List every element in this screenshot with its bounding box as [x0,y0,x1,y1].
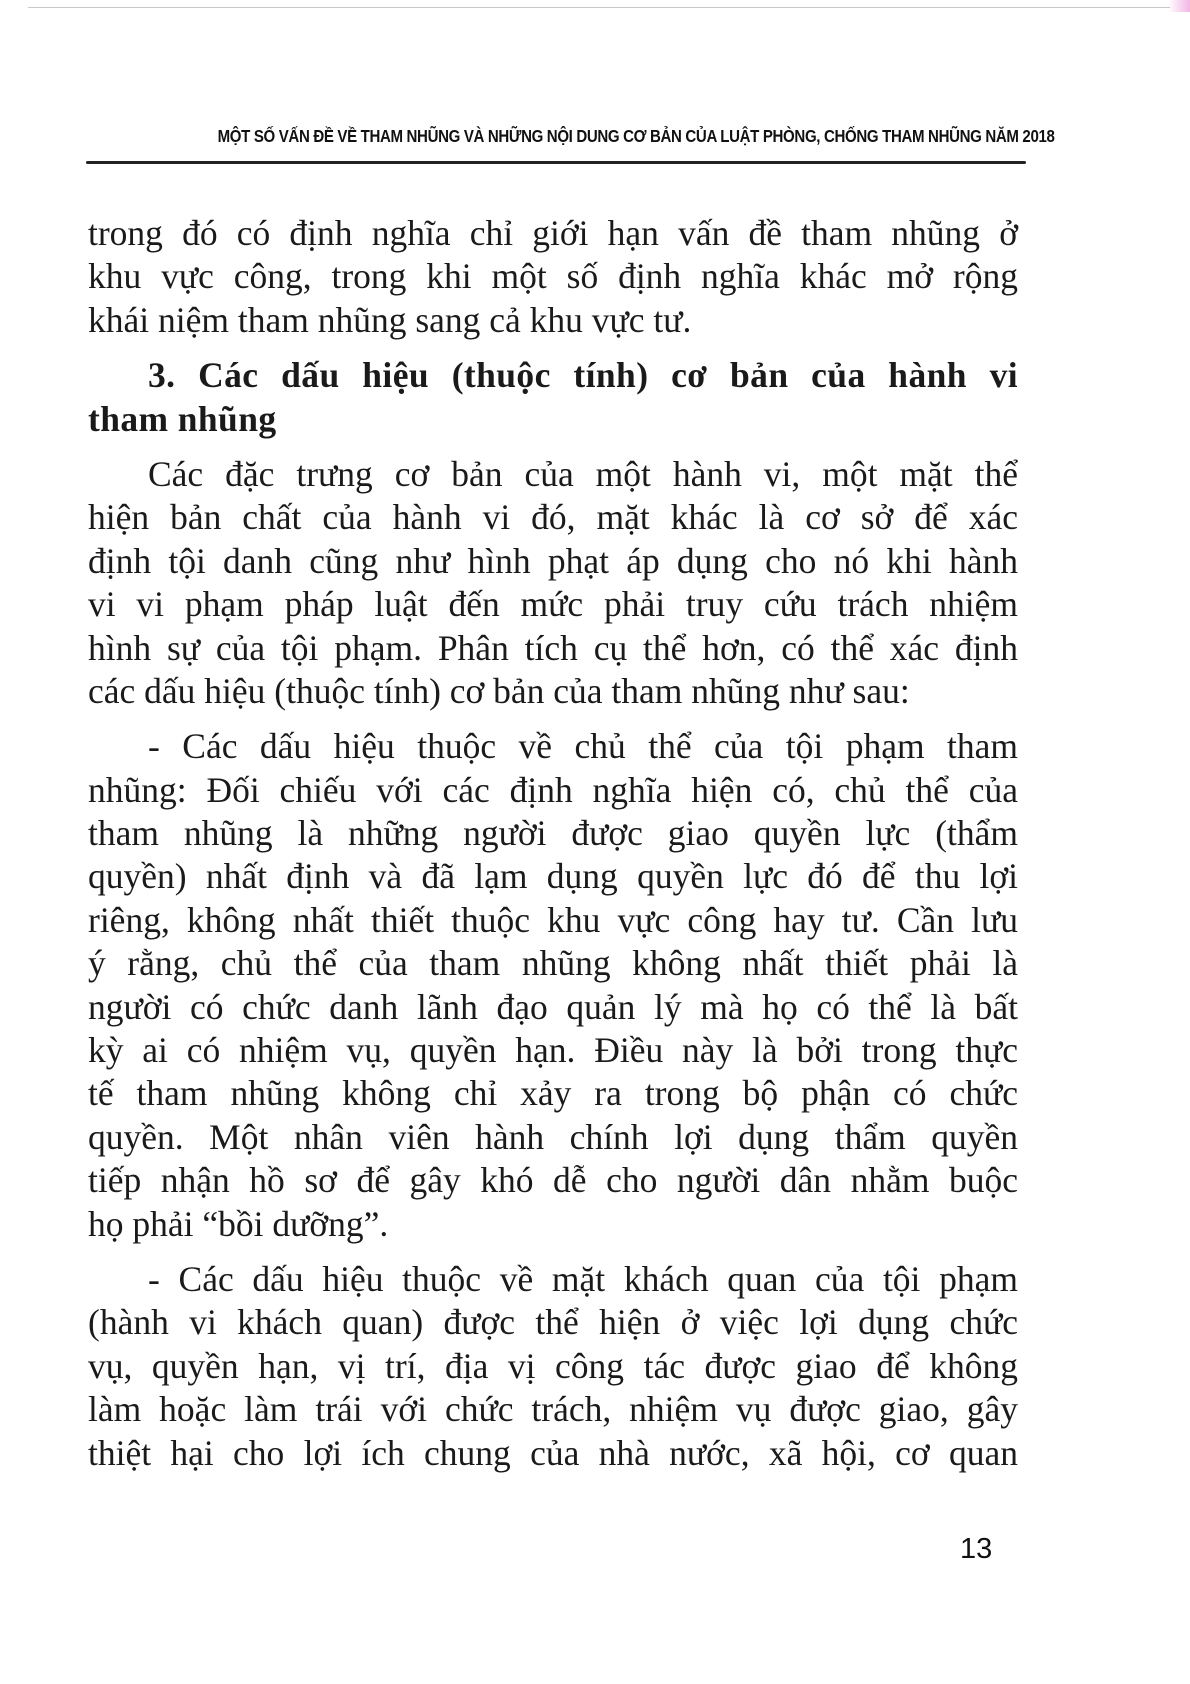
text-line: - Các dấu hiệu thuộc về mặt khách quan của tội phạm [148,1258,1018,1299]
text-line: khái niệm tham nhũng sang cả khu vực tư. [88,299,692,340]
text-line: vụ, quyền hạn, vị trí, địa vị công tác được giao để không [88,1345,1018,1386]
text-line: thiệt hại cho lợi ích chung của nhà nước, xã hội, cơ quan [88,1432,1018,1473]
body-text [88,212,1018,1475]
header-rule [86,161,1026,164]
heading-line: 3. Các dấu hiệu (thuộc tính) cơ bản của hành vi [148,355,1018,396]
running-header: MỘT SỐ VẤN ĐỀ VỀ THAM NHŨNG VÀ NHỮNG NỘI DUNG CƠ BẢN CỦA LUẬT PHÒNG, CHỐNG THAM NHŨNG NĂM 2018 [217,126,1055,146]
text-line: quyền. Một nhân viên hành chính lợi dụng thẩm quyền [88,1116,1018,1157]
page-number: 13 [960,1533,993,1565]
text-line: nhũng: Đối chiếu với các định nghĩa hiện có, chủ thể của [88,769,1018,810]
text-line: làm hoặc làm trái với chức trách, nhiệm vụ được giao, gây [88,1389,1018,1430]
paragraph [88,212,1018,342]
text-line: họ phải “bồi dưỡng”. [88,1203,389,1244]
text-line: hình sự của tội phạm. Phân tích cụ thể hơn, có thể xác định [88,627,1018,668]
scan-edge-mark [1168,0,1190,12]
text-line: tiếp nhận hồ sơ để gây khó dễ cho người dân nhằm buộc [88,1160,1018,1201]
paragraph [88,1258,1018,1475]
text-line: quyền) nhất định và đã lạm dụng quyền lực đó để thu lợi [88,856,1018,897]
text-line: - Các dấu hiệu thuộc về chủ thể của tội phạm tham [148,726,1018,767]
text-line: riêng, không nhất thiết thuộc khu vực công hay tư. Cần lưu [88,899,1018,940]
text-line: Các đặc trưng cơ bản của một hành vi, một mặt thể [148,453,1018,494]
text-line: hiện bản chất của hành vi đó, mặt khác là cơ sở để xác [88,497,1018,538]
text-line: các dấu hiệu (thuộc tính) cơ bản của tham nhũng như sau: [88,670,910,711]
section-heading [88,354,1018,441]
text-line: tế tham nhũng không chỉ xảy ra trong bộ phận có chức [88,1073,1018,1114]
text-line: tham nhũng là những người được giao quyền lực (thẩm [88,813,1018,854]
scan-edge-line [28,7,1170,8]
text-line: (hành vi khách quan) được thể hiện ở việc lợi dụng chức [88,1302,1018,1343]
text-line: người có chức danh lãnh đạo quản lý mà họ có thể là bất [88,986,1018,1027]
text-line: vi vi phạm pháp luật đến mức phải truy cứu trách nhiệm [88,584,1018,625]
heading-line: tham nhũng [88,398,277,439]
text-line: khu vực công, trong khi một số định nghĩa khác mở rộng [88,256,1018,297]
text-line: trong đó có định nghĩa chỉ giới hạn vấn đề tham nhũng ở [88,213,1018,253]
paragraph [88,725,1018,1246]
text-line: kỳ ai có nhiệm vụ, quyền hạn. Điều này là bởi trong thực [88,1030,1018,1071]
paragraph [88,453,1018,713]
text-line: ý rằng, chủ thể của tham nhũng không nhất thiết phải là [88,943,1018,984]
text-line: định tội danh cũng như hình phạt áp dụng cho nó khi hành [88,540,1018,581]
